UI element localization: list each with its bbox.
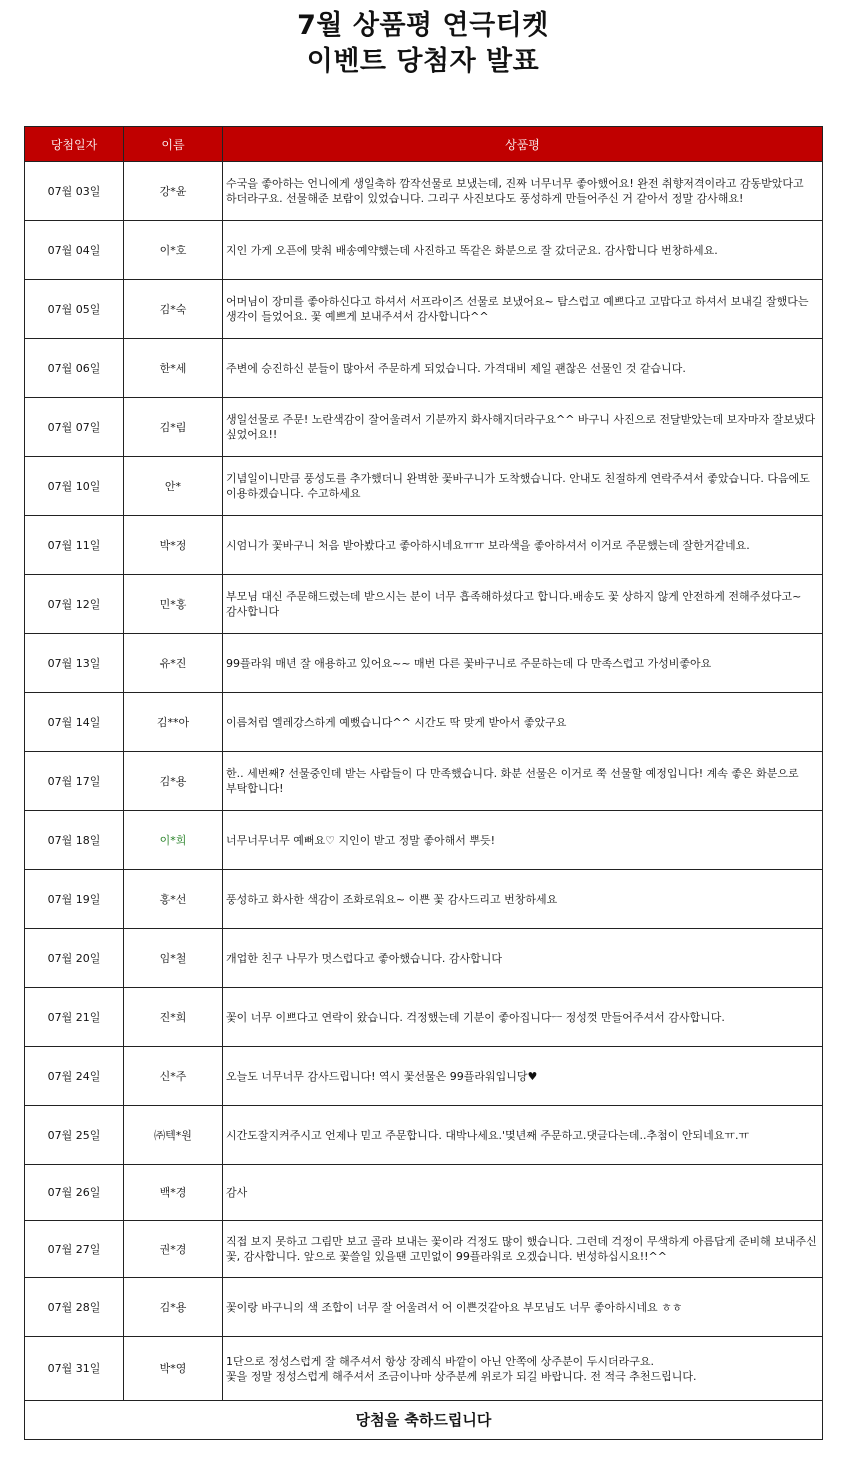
row-name: 김*림 — [124, 398, 223, 457]
row-review: 개업한 친구 나무가 멋스럽다고 좋아했습니다. 감사합니다 — [223, 929, 823, 988]
row-date: 07월 28일 — [25, 1278, 124, 1337]
row-name: 김*숙 — [124, 280, 223, 339]
row-review: 어머님이 장미를 좋아하신다고 하셔서 서프라이즈 선물로 보냈어요~ 탐스럽고 예쁘다고 고맙다고 하셔서 보내길 잘했다는 생각이 들었어요. 꽃 예쁘게 보내주셔서 감사합니다^^ — [223, 280, 823, 339]
row-date: 07월 25일 — [25, 1106, 124, 1165]
row-name: 김**아 — [124, 693, 223, 752]
row-name: 안* — [124, 457, 223, 516]
row-review: 너무너무너무 예뻐요♡ 지인이 받고 정말 좋아해서 뿌듯! — [223, 811, 823, 870]
row-date: 07월 31일 — [25, 1337, 124, 1401]
header-review: 상품평 — [223, 127, 823, 162]
row-name: 박*영 — [124, 1337, 223, 1401]
row-name: 진*희 — [124, 988, 223, 1047]
row-date: 07월 05일 — [25, 280, 124, 339]
row-review: 오늘도 너무너무 감사드립니다! 역시 꽃선물은 99플라워입니당♥ — [223, 1047, 823, 1106]
table-row — [25, 1106, 823, 1165]
row-name: 민*홍 — [124, 575, 223, 634]
row-review: 부모님 대신 주문해드렸는데 받으시는 분이 너무 흡족해하셨다고 합니다.배송도 꽃 상하지 않게 안전하게 전해주셨다고~ 감사합니다 — [223, 575, 823, 634]
row-name: 김*용 — [124, 1278, 223, 1337]
row-date: 07월 20일 — [25, 929, 124, 988]
page-title — [0, 8, 846, 80]
row-date: 07월 06일 — [25, 339, 124, 398]
table-row — [25, 870, 823, 929]
row-date: 07월 07일 — [25, 398, 124, 457]
row-date: 07월 03일 — [25, 162, 124, 221]
row-review: 꽃이 너무 이쁘다고 연락이 왔습니다. 걱정했는데 기분이 좋아집니다ㅡ 정성껏 만들어주셔서 감사합니다. — [223, 988, 823, 1047]
table-row — [25, 398, 823, 457]
row-review: 꽃이랑 바구니의 색 조합이 너무 잘 어울려서 어 이쁜것같아요 부모님도 너무 좋아하시네요 ㅎㅎ — [223, 1278, 823, 1337]
row-name: 강*윤 — [124, 162, 223, 221]
row-date: 07월 19일 — [25, 870, 124, 929]
row-review: 99플라워 매년 잘 애용하고 있어요~~ 매번 다른 꽃바구니로 주문하는데 다 만족스럽고 가성비좋아요 — [223, 634, 823, 693]
table-header-row — [25, 127, 823, 162]
row-date: 07월 26일 — [25, 1165, 124, 1221]
row-date: 07월 27일 — [25, 1221, 124, 1278]
row-date: 07월 10일 — [25, 457, 124, 516]
title-line-1: 7월 상품평 연극티켓 — [297, 10, 549, 41]
row-review: 한.. 세번째? 선물중인데 받는 사람들이 다 만족했습니다. 화분 선물은 이거로 쭉 선물할 예정입니다! 계속 좋은 화분으로 부탁합니다! — [223, 752, 823, 811]
row-review: 지인 가게 오픈에 맞춰 배송예약했는데 사진하고 똑같은 화분으로 잘 갔더군요. 감사합니다 번창하세요. — [223, 221, 823, 280]
row-date: 07월 13일 — [25, 634, 124, 693]
table-row — [25, 1165, 823, 1221]
row-name: 한*세 — [124, 339, 223, 398]
row-date: 07월 24일 — [25, 1047, 124, 1106]
row-date: 07월 17일 — [25, 752, 124, 811]
row-name: 홍*선 — [124, 870, 223, 929]
table-row — [25, 1221, 823, 1278]
table-row — [25, 457, 823, 516]
title-line-2: 이벤트 당첨자 발표 — [306, 46, 540, 77]
table-row — [25, 1047, 823, 1106]
table-row — [25, 1337, 823, 1401]
row-date: 07월 04일 — [25, 221, 124, 280]
row-review: 생일선물로 주문! 노란색감이 잘어울려서 기분까지 화사해지더라구요^^ 바구니 사진으로 전달받았는데 보자마자 잘보냈다 싶었어요!! — [223, 398, 823, 457]
row-date: 07월 12일 — [25, 575, 124, 634]
row-review: 감사 — [223, 1165, 823, 1221]
row-date: 07월 14일 — [25, 693, 124, 752]
header-date: 당첨일자 — [25, 127, 124, 162]
row-name: 이*희 — [124, 811, 223, 870]
row-review: 수국을 좋아하는 언니에게 생일축하 깜작선물로 보냈는데, 진짜 너무너무 좋아했어요! 완전 취향저격이라고 감동받았다고 하더라구요. 선물해준 보람이 있었습니다. 그리구 사진보다도 풍성하게 만들어주신 거 같아서 정말 감사해요! — [223, 162, 823, 221]
header-name: 이름 — [124, 127, 223, 162]
row-review: 시엄니가 꽃바구니 처음 받아봤다고 좋아하시네요ㅠㅠ 보라색을 좋아하셔서 이거로 주문했는데 잘한거같네요. — [223, 516, 823, 575]
row-review: 기념일이니만큼 풍성도를 추가했더니 완벽한 꽃바구니가 도착했습니다. 안내도 친절하게 연락주셔서 좋았습니다. 다음에도 이용하겠습니다. 수고하세요 — [223, 457, 823, 516]
table-row — [25, 162, 823, 221]
table-row — [25, 693, 823, 752]
table-row — [25, 988, 823, 1047]
row-name: 유*진 — [124, 634, 223, 693]
table-body — [25, 162, 823, 1401]
row-name: ㈜텍*원 — [124, 1106, 223, 1165]
row-review: 직접 보지 못하고 그림만 보고 골라 보내는 꽃이라 걱정도 많이 했습니다. 그런데 걱정이 무색하게 아름답게 준비해 보내주신 꽃, 감사합니다. 앞으로 꽃쓸일 있을땐 고민없이 99플라워로 오겠습니다. 번성하십시요!!^^ — [223, 1221, 823, 1278]
row-date: 07월 21일 — [25, 988, 124, 1047]
row-name: 권*경 — [124, 1221, 223, 1278]
table-row — [25, 811, 823, 870]
row-name: 박*정 — [124, 516, 223, 575]
row-date: 07월 11일 — [25, 516, 124, 575]
congrats-message: 당첨을 축하드립니다 — [25, 1401, 823, 1440]
row-date: 07월 18일 — [25, 811, 124, 870]
row-name: 신*주 — [124, 1047, 223, 1106]
table-row — [25, 575, 823, 634]
table-row — [25, 339, 823, 398]
table-row — [25, 634, 823, 693]
row-review: 시간도잘지켜주시고 언제나 믿고 주문합니다. 대박나세요.'몇년째 주문하고.댓글다는데..추첨이 안되네요ㅠ.ㅠ — [223, 1106, 823, 1165]
table-row — [25, 1278, 823, 1337]
table-row — [25, 221, 823, 280]
row-name: 이*호 — [124, 221, 223, 280]
table-row — [25, 929, 823, 988]
row-name: 백*경 — [124, 1165, 223, 1221]
row-name: 김*용 — [124, 752, 223, 811]
footer-row — [25, 1401, 823, 1440]
table-row — [25, 516, 823, 575]
row-review: 주변에 승진하신 분들이 많아서 주문하게 되었습니다. 가격대비 제일 괜찮은 선물인 것 같습니다. — [223, 339, 823, 398]
winners-table — [24, 126, 823, 1440]
table-row — [25, 280, 823, 339]
row-name: 임*철 — [124, 929, 223, 988]
table-row — [25, 752, 823, 811]
row-review: 이름처럼 엘레강스하게 예뻤습니다^^ 시간도 딱 맞게 받아서 좋았구요 — [223, 693, 823, 752]
row-review: 1단으로 정성스럽게 잘 해주셔서 항상 장례식 바깥이 아닌 안쪽에 상주분이 두시더라구요. 꽃을 정말 정성스럽게 해주셔서 조금이나마 상주분께 위로가 되길 바랍니다. 전 적극 추천드립니다. — [223, 1337, 823, 1401]
row-review: 풍성하고 화사한 색감이 조화로워요~ 이쁜 꽃 감사드리고 번창하세요 — [223, 870, 823, 929]
